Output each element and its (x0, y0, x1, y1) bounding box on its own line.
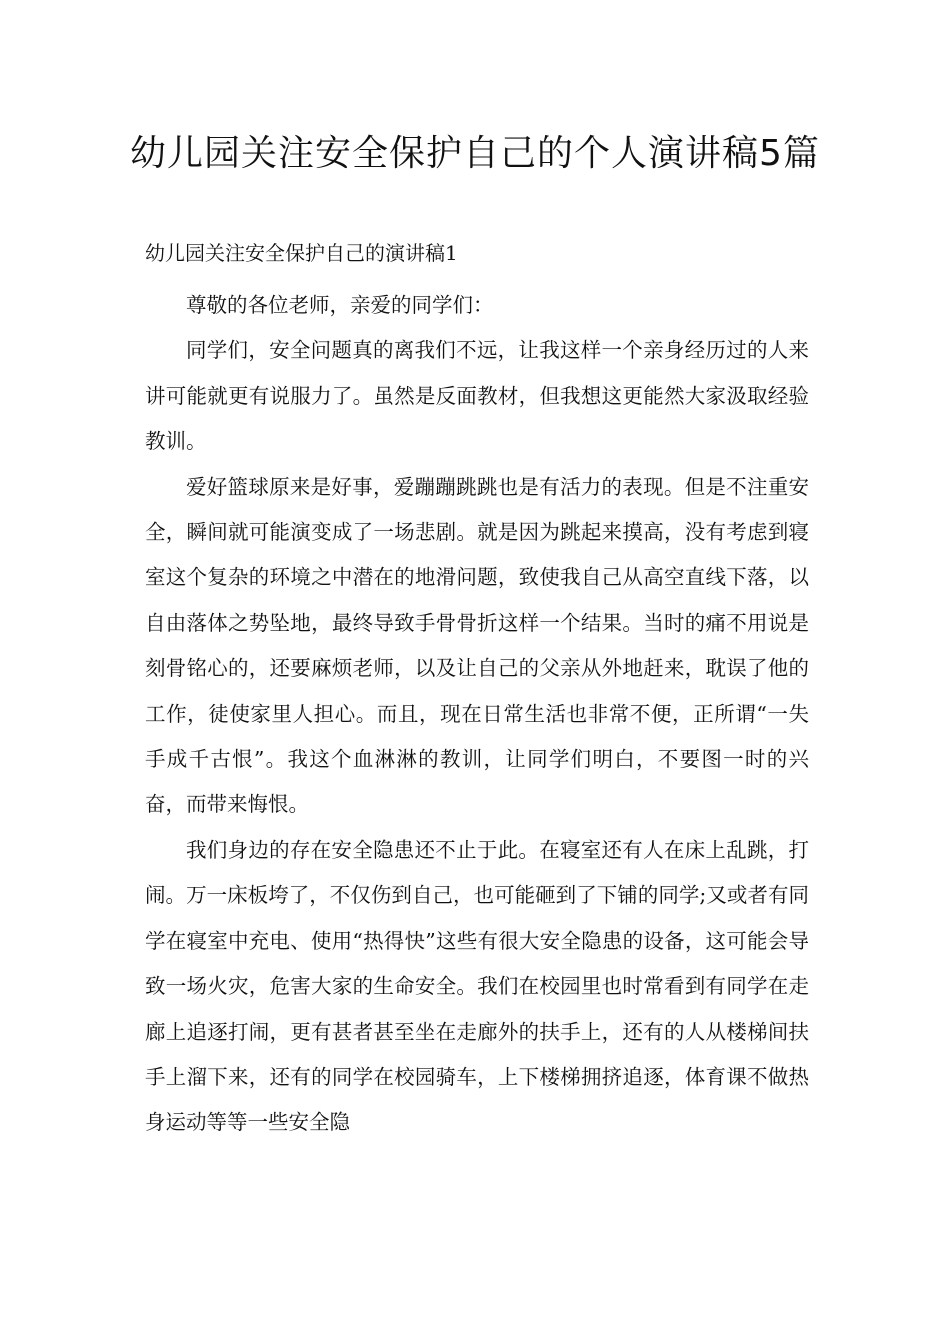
body-paragraph: 爱好篮球原来是好事，爱蹦蹦跳跳也是有活力的表现。但是不注重安全，瞬间就可能演变成了一场悲剧。就是因为跳起来摸高，没有考虑到寝室这个复杂的环境之中潜在的地滑问题，致使我自己从高空直线下落，以自由落体之势坠地，最终导致手骨骨折这样一个结果。当时的痛不用说是刻骨铭心的，还要麻烦老师，以及让自己的父亲从外地赶来，耽误了他的工作，徒使家里人担心。而且，现在日常生活也非常不便，正所谓“一失手成千古恨”。我这个血淋淋的教训，让同学们明白，不要图一时的兴奋，而带来悔恨。 (145, 474, 809, 817)
section-heading: 幼儿园关注安全保护自己的演讲稿1 (145, 241, 458, 265)
greeting-paragraph: 尊敬的各位老师，亲爱的同学们： (186, 293, 494, 317)
document-body (145, 283, 809, 1146)
body-paragraph: 同学们，安全问题真的离我们不远，让我这样一个亲身经历过的人来讲可能就更有说服力了。虽然是反面教材，但我想这更能然大家汲取经验教训。 (145, 338, 809, 454)
body-paragraph: 我们身边的存在安全隐患还不止于此。在寝室还有人在床上乱跳，打闹。万一床板垮了，不仅伤到自己，也可能砸到了下铺的同学;又或者有同学在寝室中充电、使用“热得快”这些有很大安全隐患的设备，这可能会导致一场火灾，危害大家的生命安全。我们在校园里也时常看到有同学在走廊上追逐打闹，更有甚者甚至坐在走廊外的扶手上，还有的人从楼梯间扶手上溜下来，还有的同学在校园骑车，上下楼梯拥挤追逐，体育课不做热身运动等等一些安全隐 (145, 837, 809, 1135)
document-title: 幼儿园关注安全保护自己的个人演讲稿5篇 (130, 133, 820, 174)
